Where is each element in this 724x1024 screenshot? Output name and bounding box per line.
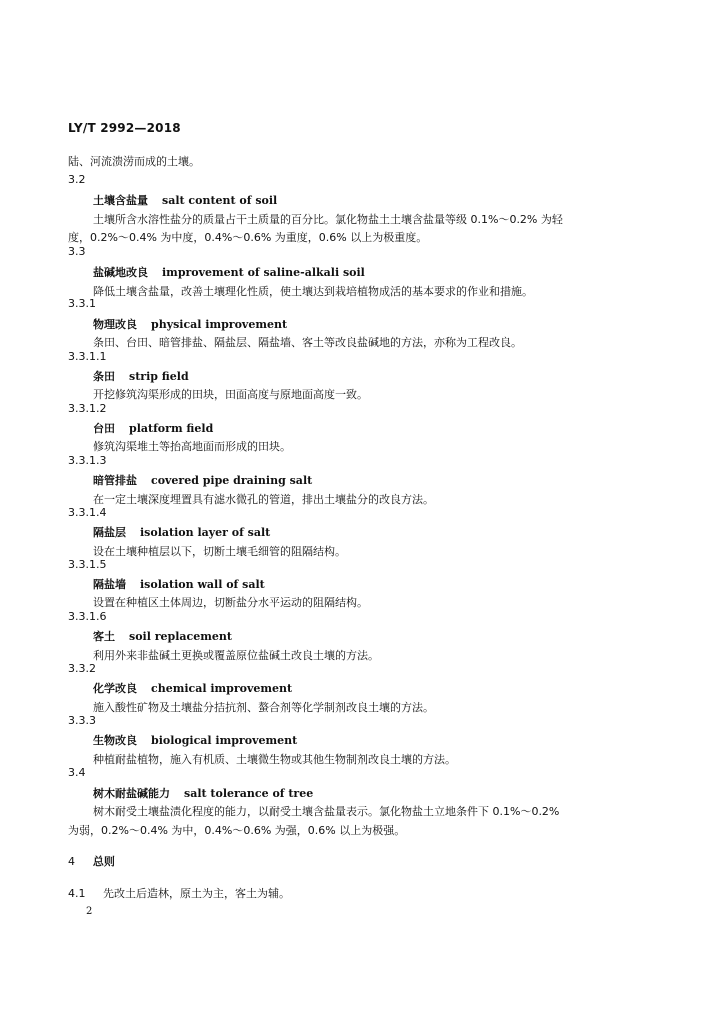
term-chinese: 生物改良 xyxy=(93,734,137,747)
term-chinese: 化学改良 xyxy=(93,682,137,695)
term-chinese: 隔盐层 xyxy=(93,526,126,539)
entry-number: 3.3.1 xyxy=(68,297,96,310)
entry-term xyxy=(93,264,365,280)
entry-number: 3.3.1.5 xyxy=(68,558,107,571)
entry-term xyxy=(93,524,270,540)
entry-number: 3.3 xyxy=(68,245,86,258)
term-english: covered pipe draining salt xyxy=(151,474,313,487)
entry-term xyxy=(93,472,312,488)
entry-term xyxy=(93,680,292,696)
entry-definition: 树木耐受土壤盐渍化程度的能力，以耐受土壤含盐量表示。氯化物盐土立地条件下 0.1%～0.2% xyxy=(93,805,560,818)
term-english: biological improvement xyxy=(151,734,298,747)
entry-term xyxy=(93,576,265,592)
term-english: strip field xyxy=(129,370,189,383)
term-chinese: 土壤含盐量 xyxy=(93,194,148,207)
term-chinese: 台田 xyxy=(93,422,115,435)
standard-code: LY/T 2992—2018 xyxy=(68,121,181,135)
continuation-text: 陆、河流溃涝而成的土壤。 xyxy=(68,155,200,168)
entry-number: 3.3.1.6 xyxy=(68,610,107,623)
entry-definition: 修筑沟渠堆土等抬高地面而形成的田块。 xyxy=(93,440,291,453)
page-number: 2 xyxy=(86,906,93,917)
term-english: isolation layer of salt xyxy=(140,526,271,539)
entry-number: 3.3.2 xyxy=(68,662,96,675)
term-english: salt tolerance of tree xyxy=(184,787,314,800)
section-number: 4 xyxy=(68,855,75,868)
clause-text: 先改土后造林，原土为主，客土为辅。 xyxy=(103,887,290,900)
term-chinese: 暗管排盐 xyxy=(93,474,137,487)
entry-definition: 度，0.2%～0.4% 为中度，0.4%～0.6% 为重度，0.6% 以上为极重度。 xyxy=(68,231,428,244)
entry-term xyxy=(93,316,287,332)
entry-term xyxy=(93,732,297,748)
entry-definition: 降低土壤含盐量，改善土壤理化性质，使土壤达到栽培植物成活的基本要求的作业和措施。 xyxy=(93,285,533,298)
entry-definition: 施入酸性矿物及土壤盐分拮抗剂、螯合剂等化学制剂改良土壤的方法。 xyxy=(93,701,434,714)
term-english: salt content of soil xyxy=(162,194,278,207)
entry-term xyxy=(93,368,189,384)
entry-number: 3.3.1.1 xyxy=(68,350,107,363)
section-title: 总则 xyxy=(92,855,115,868)
entry-definition: 种植耐盐植物，施入有机质、土壤微生物或其他生物制剂改良土壤的方法。 xyxy=(93,753,456,766)
section-heading xyxy=(68,853,115,869)
term-english: physical improvement xyxy=(151,318,288,331)
entry-term xyxy=(93,628,232,644)
term-chinese: 隔盐墙 xyxy=(93,578,126,591)
entry-number: 3.2 xyxy=(68,173,86,186)
term-english: improvement of saline-alkali soil xyxy=(162,266,365,279)
entry-definition: 利用外来非盐碱土更换或覆盖原位盐碱土改良土壤的方法。 xyxy=(93,649,379,662)
entry-term xyxy=(93,785,313,801)
entry-definition: 为弱，0.2%～0.4% 为中，0.4%～0.6% 为强，0.6% 以上为极强。 xyxy=(68,824,406,837)
entry-definition: 设在土壤种植层以下，切断土壤毛细管的阻隔结构。 xyxy=(93,545,346,558)
entry-number: 3.3.1.3 xyxy=(68,454,107,467)
term-chinese: 盐碱地改良 xyxy=(93,266,148,279)
entry-number: 3.3.3 xyxy=(68,714,96,727)
term-chinese: 物理改良 xyxy=(93,318,137,331)
entry-definition: 土壤所含水溶性盐分的质量占干土质量的百分比。氯化物盐土土壤含盐量等级 0.1%～0.2% 为轻 xyxy=(93,213,563,226)
term-chinese: 客土 xyxy=(93,630,115,643)
entry-definition: 开挖修筑沟渠形成的田块，田面高度与原地面高度一致。 xyxy=(93,388,368,401)
term-chinese: 条田 xyxy=(93,370,115,383)
entry-number: 3.3.1.4 xyxy=(68,506,107,519)
term-english: isolation wall of salt xyxy=(140,578,265,591)
entry-definition: 设置在种植区土体周边，切断盐分水平运动的阻隔结构。 xyxy=(93,596,368,609)
term-chinese: 树木耐盐碱能力 xyxy=(93,787,170,800)
entry-term xyxy=(93,420,213,436)
entry-definition: 条田、台田、暗管排盐、隔盐层、隔盐墙、客土等改良盐碱地的方法，亦称为工程改良。 xyxy=(93,336,522,349)
term-english: platform field xyxy=(129,422,214,435)
entry-number: 3.3.1.2 xyxy=(68,402,107,415)
clause-4-1 xyxy=(68,885,290,901)
entry-term xyxy=(93,192,277,208)
clause-number: 4.1 xyxy=(68,887,86,900)
term-english: chemical improvement xyxy=(151,682,293,695)
entry-number: 3.4 xyxy=(68,766,86,779)
term-english: soil replacement xyxy=(129,630,232,643)
entry-definition: 在一定土壤深度埋置具有滤水微孔的管道，排出土壤盐分的改良方法。 xyxy=(93,493,434,506)
